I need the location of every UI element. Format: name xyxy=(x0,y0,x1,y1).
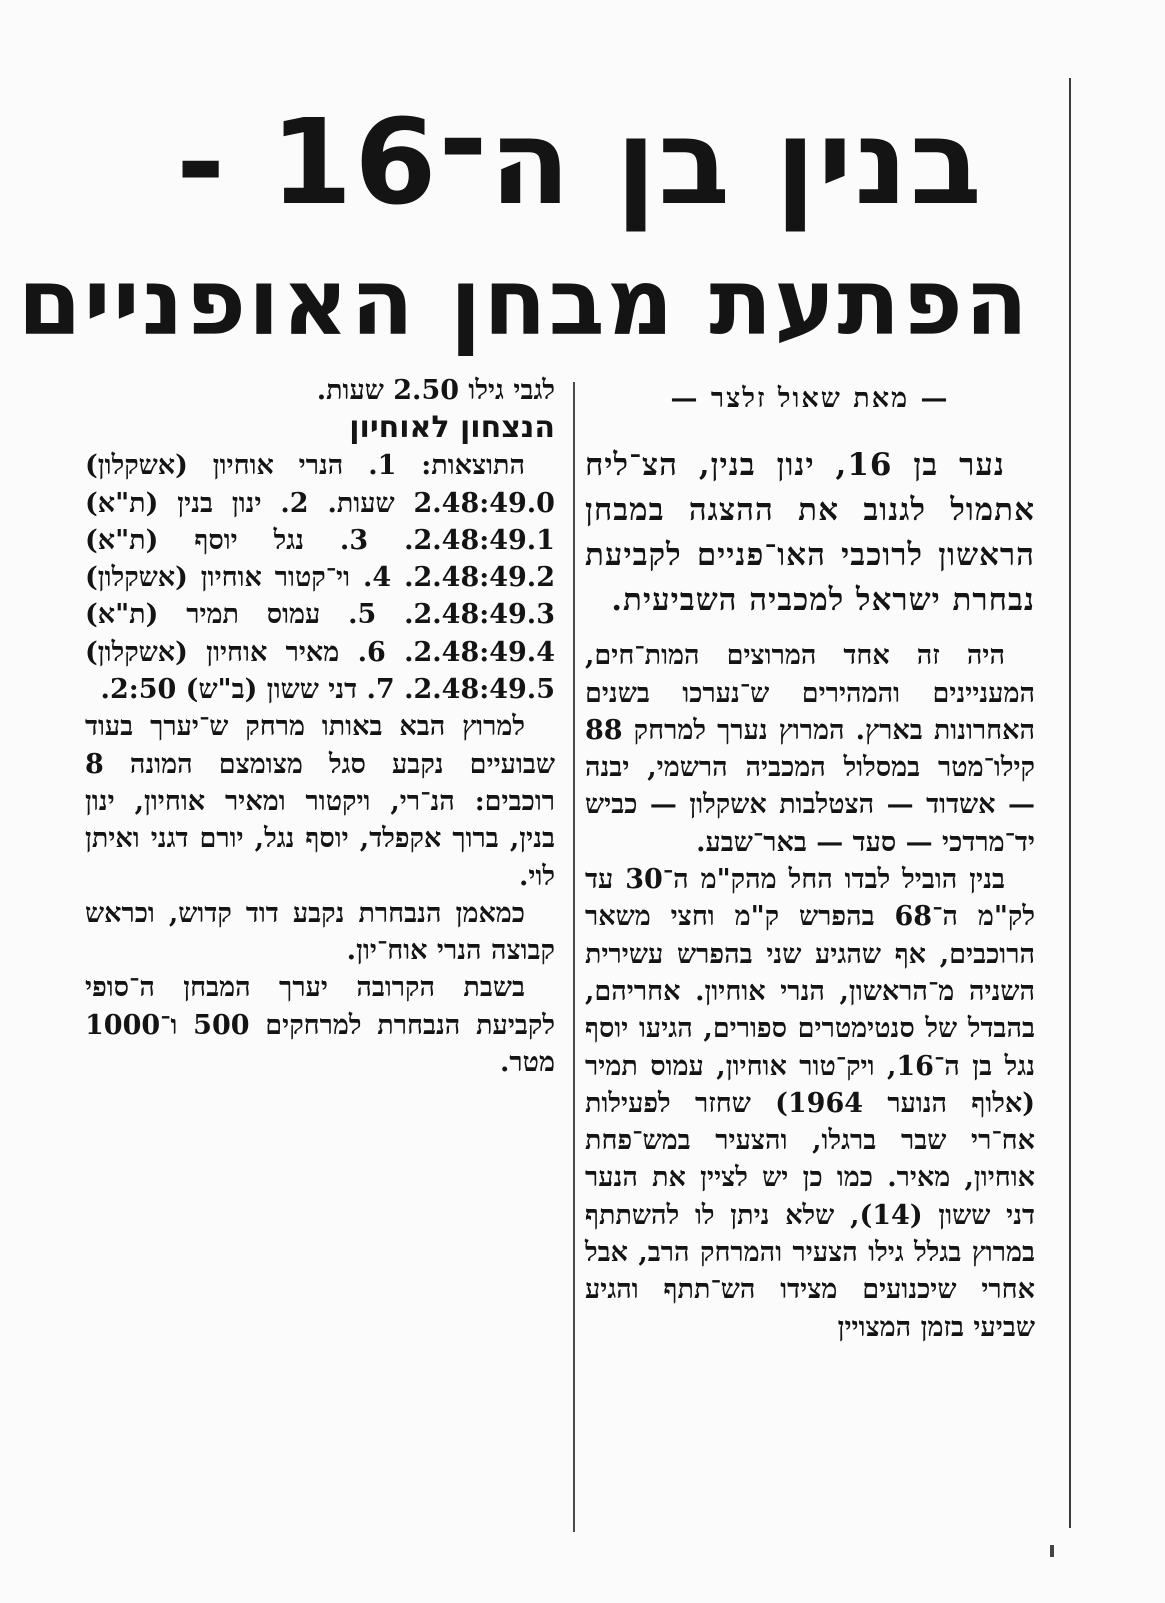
body-paragraph: כמאמן הנבחרת נקבע דוד קדוש, וכראש קבוצה הנרי אוח־יון. xyxy=(85,897,555,967)
article-column-right xyxy=(585,380,1035,1346)
continued-text: לגבי גילו 2.50 שעות. xyxy=(316,375,555,406)
body-paragraph: למרוץ הבא באותו מרחק ש־יערך בעוד שבועיים נקבע סגל מצומצם המונה 8 רוכבים: הנ־רי, ויקטור ומאיר אוחיון, ינון בנין, ברוך אקפלד, יוסף נגל, יורם דגני ואיתן לוי. xyxy=(85,711,555,892)
body-paragraph: היה זה אחד המרוצים המות־חים, המעניינים והמהירים ש־נערכו בשנים האחרונות בארץ. המרוץ נערך למרחק 88 קילו־מטר במסלול המכביה הרשמי, יבנה — אשדוד — הצטלבות אשקלון — כביש יד־מרדכי — סעד — באר־שבע. xyxy=(585,640,1035,858)
headline-line-2: הפתעת מבחן האופניים xyxy=(17,249,1030,356)
lead-paragraph: נער בן 16, ינון בנין, הצ־ליח אתמול לגנוב את ההצגה במבחן הראשון לרוכבי האו־פניים לקביעת נבחרת ישראל למכביה השביעית. xyxy=(585,447,1035,619)
print-mark xyxy=(1050,1545,1054,1557)
body-paragraph: בשבת הקרובה יערך המבחן ה־סופי לקביעת הנבחרת למרחקים 500 ו־1000 מטר. xyxy=(85,972,555,1079)
byline: — מאת שאול זלצר — xyxy=(670,383,950,414)
subheading: הנצחון לאוחיון xyxy=(349,410,555,446)
results-paragraph: התוצאות: 1. הנרי אוחיון (אשקלון) 2.48:49.0 שעות. 2. ינון בנין (ת"א) 2.48:49.1. 3. נגל יוסף (ת"א) 2.48:49.2. 4. וי־קטור אוחיון (אשקלון) 2.48:49.3. 5. עמוס תמיר (ת"א) 2.48:49.4. 6. מאיר אוחיון (אשקלון) 2.48:49.5. 7. דני ששון (ב"ש) 2:50. xyxy=(85,450,555,706)
article-column-left xyxy=(85,372,555,1081)
column-border-right xyxy=(1069,78,1071,1528)
column-divider xyxy=(573,382,575,1532)
headline-line-1: בנין בן ה־16 - xyxy=(176,93,984,231)
body-paragraph: בנין הוביל לבדו החל מהק"מ ה־30 עד לק"מ ה־68 בהפרש ק"מ וחצי משאר הרוכבים, אף שהגיע שני בהפרש עשירית השניה מ־הראשון, הנרי אוחיון. אחריהם, בהבדל של סנטימטרים ספורים, הגיעו יוסף נגל בן ה־16, ויק־טור אוחיון, עמוס תמיר (אלוף הנוער 1964) שחזר לפעילות אח־רי שבר ברגלו, והצעיר במש־פחת אוחיון, מאיר. כמו כן יש לציין את הנער דני ששון (14), שלא ניתן לו להשתתף במרוץ בגלל גילו הצעיר והמרחק הרב, אבל אחרי שיכנועים מצידו הש־תתף והגיע שביעי בזמן המצויין xyxy=(585,864,1035,1343)
